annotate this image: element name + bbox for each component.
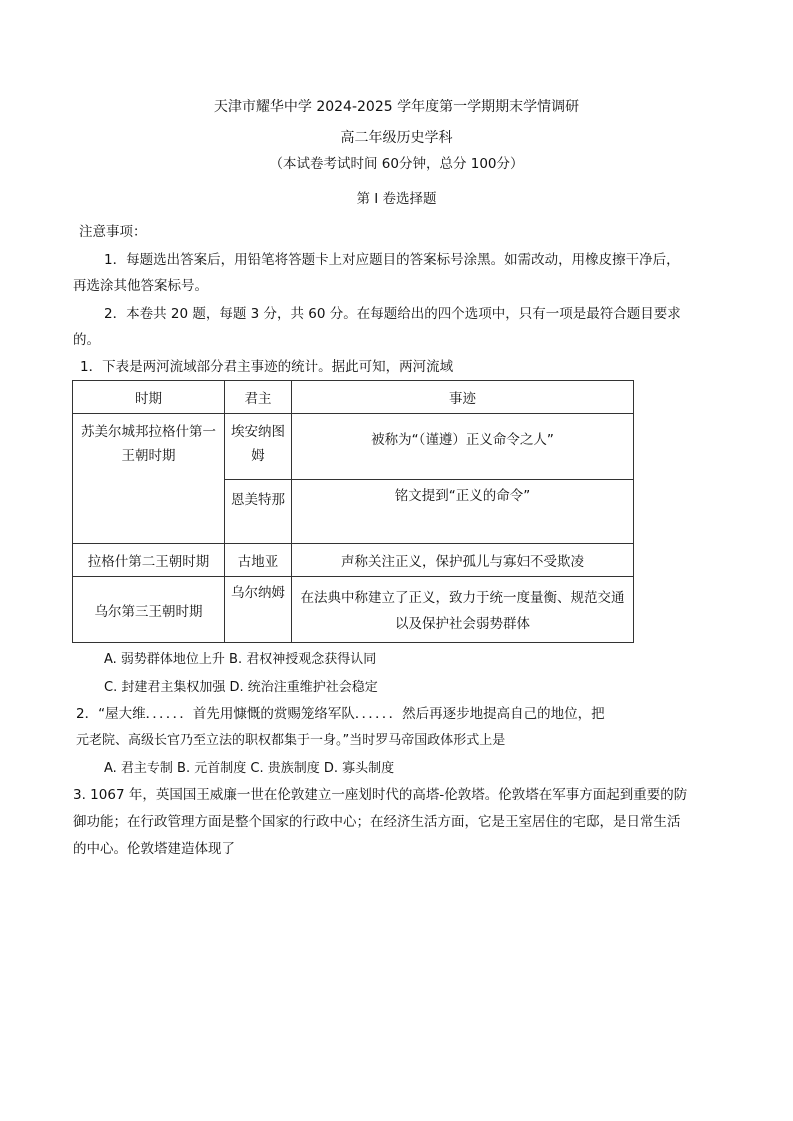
deed-4-line-1: 在法典中称建立了正义，致力于统一度量衡、规范交通	[300, 590, 625, 606]
question-3-stem-line-2: 御功能；在行政管理方面是整个国家的行政中心；在经济生活方面，它是王室居住的宅邸，是日常生活	[73, 814, 681, 830]
ruler-1-line-1: 埃安纳图	[231, 424, 285, 440]
table-row	[73, 577, 634, 643]
note-2-line-1: 2．本卷共 20 题，每题 3 分，共 60 分。在每题给出的四个选项中，只有一项是最符合题目要求	[104, 306, 681, 322]
period-1-line-2: 王朝时期	[121, 448, 176, 464]
deed-1: 被称为“（谨遵）正义命令之人”	[292, 414, 634, 480]
ruler-1-line-2: 姆	[251, 448, 265, 464]
period-1-line-1: 苏美尔城邦拉格什第一	[81, 424, 216, 440]
note-2-line-2: 的。	[73, 332, 100, 348]
ruler-cell	[225, 414, 292, 480]
deed-4-line-2: 以及保护社会弱势群体	[395, 616, 530, 632]
table-row	[73, 414, 634, 480]
deed-3: 声称关注正义，保护孤儿与寡妇不受欺凌	[292, 544, 634, 577]
exam-subject: 高二年级历史学科	[340, 130, 453, 146]
period-cell	[73, 414, 225, 544]
deed-2: 铭文提到“正义的命令”	[292, 480, 634, 544]
question-1-options-2: C. 封建君主集权加强 D. 统治注重维护社会稳定	[104, 680, 378, 695]
table-header-row	[73, 381, 634, 414]
question-3-stem-line-3: 的中心。伦敦塔建造体现了	[73, 841, 235, 857]
question-1-stem: 1．下表是两河流域部分君主事迹的统计。据此可知，两河流域	[80, 359, 454, 375]
table-row	[73, 544, 634, 577]
header-ruler: 君主	[225, 381, 292, 414]
ruler-4: 乌尔纳姆	[225, 577, 292, 643]
notes-heading: 注意事项：	[79, 224, 147, 240]
section-title: 第 I 卷选择题	[356, 191, 437, 207]
deed-4-cell	[292, 577, 634, 643]
question-2-stem-line-1: 2．“屋大维．．．．．．首先用慷慨的赏赐笼络军队．．．．．．然后再逐步地提高自己的地位，把	[76, 706, 605, 722]
question-1-options-1: A. 弱势群体地位上升 B. 君权神授观念获得认同	[104, 652, 377, 667]
header-deeds: 事迹	[292, 381, 634, 414]
question-2-options: A. 君主专制 B. 元首制度 C. 贵族制度 D. 寡头制度	[104, 761, 395, 776]
exam-info: （本试卷考试时间 60分钟，总分 100分）	[269, 156, 524, 172]
note-1-line-2: 再选涂其他答案标号。	[73, 278, 208, 294]
question-2-stem-line-2: 元老院、高级长官乃至立法的职权都集于一身。”当时罗马帝国政体形式上是	[76, 733, 506, 748]
ruler-3: 古地亚	[225, 544, 292, 577]
ruler-events-table	[72, 380, 634, 643]
header-period: 时期	[73, 381, 225, 414]
note-1-line-1: 1．每题选出答案后，用铅笔将答题卡上对应题目的答案标号涂黑。如需改动，用橡皮擦干净后，	[104, 252, 680, 268]
period-3: 乌尔第三王朝时期	[73, 577, 225, 643]
question-3-stem-line-1: 3. 1067 年，英国国王威廉一世在伦敦建立一座划时代的高塔-伦敦塔。伦敦塔在军事方面起到重要的防	[73, 787, 688, 803]
ruler-2: 恩美特那	[225, 480, 292, 544]
exam-title: 天津市耀华中学 2024-2025 学年度第一学期期末学情调研	[213, 99, 580, 115]
period-2: 拉格什第二王朝时期	[73, 544, 225, 577]
